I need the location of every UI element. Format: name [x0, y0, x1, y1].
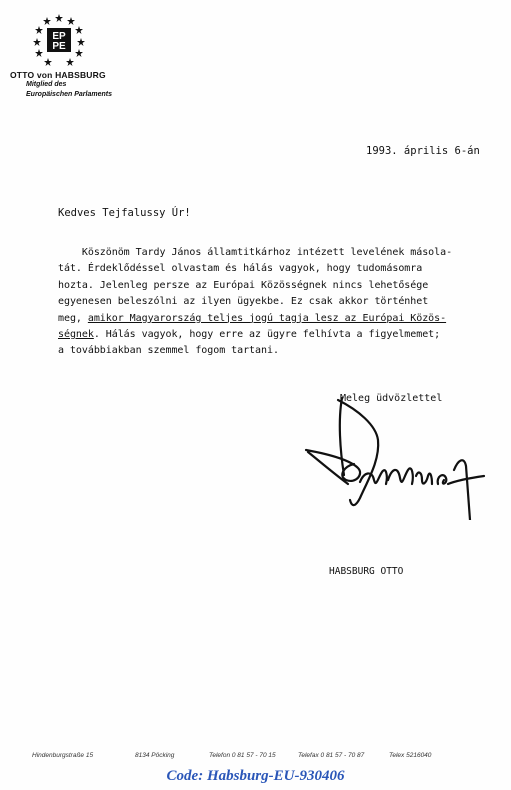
closing: Meleg üdvözlettel — [340, 393, 443, 404]
sender-role-line1: Mitglied des — [26, 81, 67, 88]
body-line: a továbbiakban szemmel fogom tartani. — [58, 345, 279, 357]
ep-pe-logo — [32, 12, 86, 66]
document-code: Code: Habsburg-EU-930406 — [166, 768, 345, 784]
body-line — [58, 311, 488, 327]
body-line — [58, 327, 488, 343]
body-line-prefix: meg, — [58, 312, 88, 324]
logo-text-top: EP — [52, 31, 66, 42]
underlined-phrase-end: ségnek — [58, 329, 94, 341]
footer-city: 8134 Pöcking — [135, 752, 175, 759]
body-line-rest: . Hálás vagyok, hogy erre az ügyre felhívta a figyelmemet; — [93, 329, 441, 341]
underlined-phrase: amikor Magyarország teljes jogú tagja lesz az Európai Közös- — [87, 312, 447, 324]
footer-street: Hindenburgstraße 15 — [32, 752, 94, 759]
body-line: egyenesen beleszólni az ilyen ügyekbe. Ez csak akkor történhet — [58, 296, 429, 308]
sender-role-line2: Europäischen Parlaments — [26, 91, 112, 98]
body-line: hozta. Jelenleg persze az Európai Közösségnek nincs lehetősége — [58, 279, 429, 291]
footer-telex: Telex 5216040 — [389, 752, 432, 759]
sender-name: OTTO von HABSBURG — [10, 70, 106, 80]
body-line: tát. Érdeklődéssel olvastam és hálás vagyok, hogy tudomásomra — [58, 263, 423, 275]
handwritten-signature — [298, 380, 493, 520]
letterhead — [10, 70, 112, 100]
signer-name: HABSBURG OTTO — [329, 566, 404, 577]
letter-body — [58, 245, 488, 360]
footer-fax: Telefax 0 81 57 - 70 87 — [298, 752, 365, 759]
letter-date: 1993. április 6-án — [366, 145, 480, 157]
logo-text-bottom: PE — [52, 41, 66, 52]
salutation: Kedves Tejfalussy Úr! — [58, 207, 191, 219]
footer-phone: Telefon 0 81 57 - 70 15 — [209, 752, 276, 759]
body-line: Köszönöm Tardy János államtitkárhoz intézett levelének másola- — [58, 247, 453, 258]
